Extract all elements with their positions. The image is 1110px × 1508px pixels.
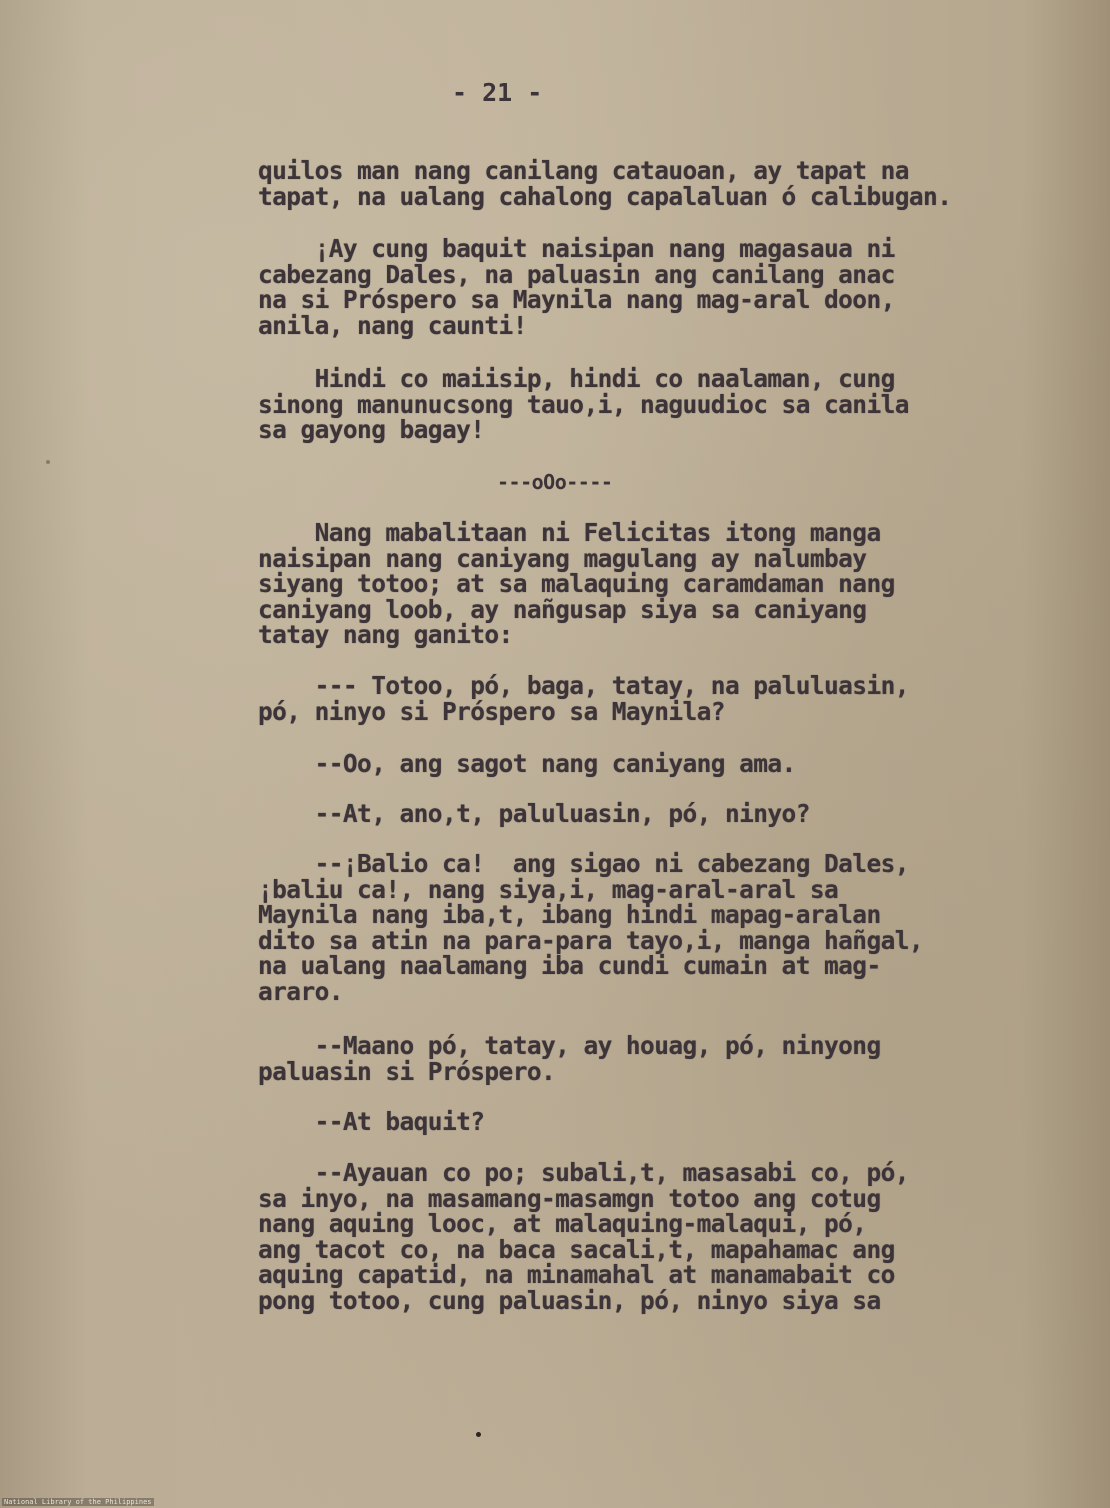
library-credit: National Library of the Philippines bbox=[4, 1498, 152, 1506]
paragraph-lament: ¡Ay cung baquit naisipan nang magasaua ni cabezang Dales, na paluasin ang canilang anac na si Próspero sa Maynila nang mag-aral doon, anila, nang caunti! bbox=[258, 234, 895, 340]
paragraph-continuation: quilos man nang canilang catauoan, ay tapat na tapat, na ualang cahalong capalaluan ó calibugan. bbox=[258, 156, 952, 211]
dialogue-line-1: --- Totoo, pó, baga, tatay, na paluluasin, pó, ninyo si Próspero sa Maynila? bbox=[258, 671, 909, 726]
paper-speck bbox=[476, 1432, 481, 1437]
dialogue-line-2: --Oo, ang sagot nang caniyang ama. bbox=[258, 749, 796, 778]
dialogue-line-5: --Maano pó, tatay, ay houag, pó, ninyong paluasin si Próspero. bbox=[258, 1031, 881, 1086]
paper-speck bbox=[46, 460, 50, 464]
section-separator: ---oOo---- bbox=[497, 470, 613, 494]
dialogue-line-3: --At, ano,t, paluluasin, pó, ninyo? bbox=[258, 799, 810, 828]
dialogue-line-7: --Ayauan co po; subali,t, masasabi co, pó, sa inyo, na masamang-masamgn totoo ang cotug nang aquing looc, at malaquing-malaqui, pó, ang tacot co, na baca sacali,t, mapahamac ang aquing capatid, na minamahal at manamabait co pong totoo, cung paluasin, pó, ninyo siya sa bbox=[258, 1158, 909, 1315]
page-number: - 21 - bbox=[452, 78, 543, 107]
paragraph-felicitas: Nang mabalitaan ni Felicitas itong manga naisipan nang caniyang magulang ay nalumbay siyang totoo; at sa malaquing caramdaman nang caniyang loob, ay nañgusap siya sa caniyang tatay nang ganito: bbox=[258, 518, 895, 649]
dialogue-line-6: --At baquit? bbox=[258, 1107, 485, 1136]
dialogue-line-4: --¡Balio ca! ang sigao ni cabezang Dales, ¡baliu ca!, nang siya,i, mag-aral-aral sa Maynila nang iba,t, ibang hindi mapag-aralan dito sa atin na para-para tayo,i, manga hañgal, na ualang naalamang iba cundi cumain at mag- araro. bbox=[258, 849, 924, 1006]
paragraph-tempter: Hindi co maiisip, hindi co naalaman, cung sinong manunucsong tauo,i, naguudioc sa canila sa gayong bagay! bbox=[258, 364, 909, 444]
